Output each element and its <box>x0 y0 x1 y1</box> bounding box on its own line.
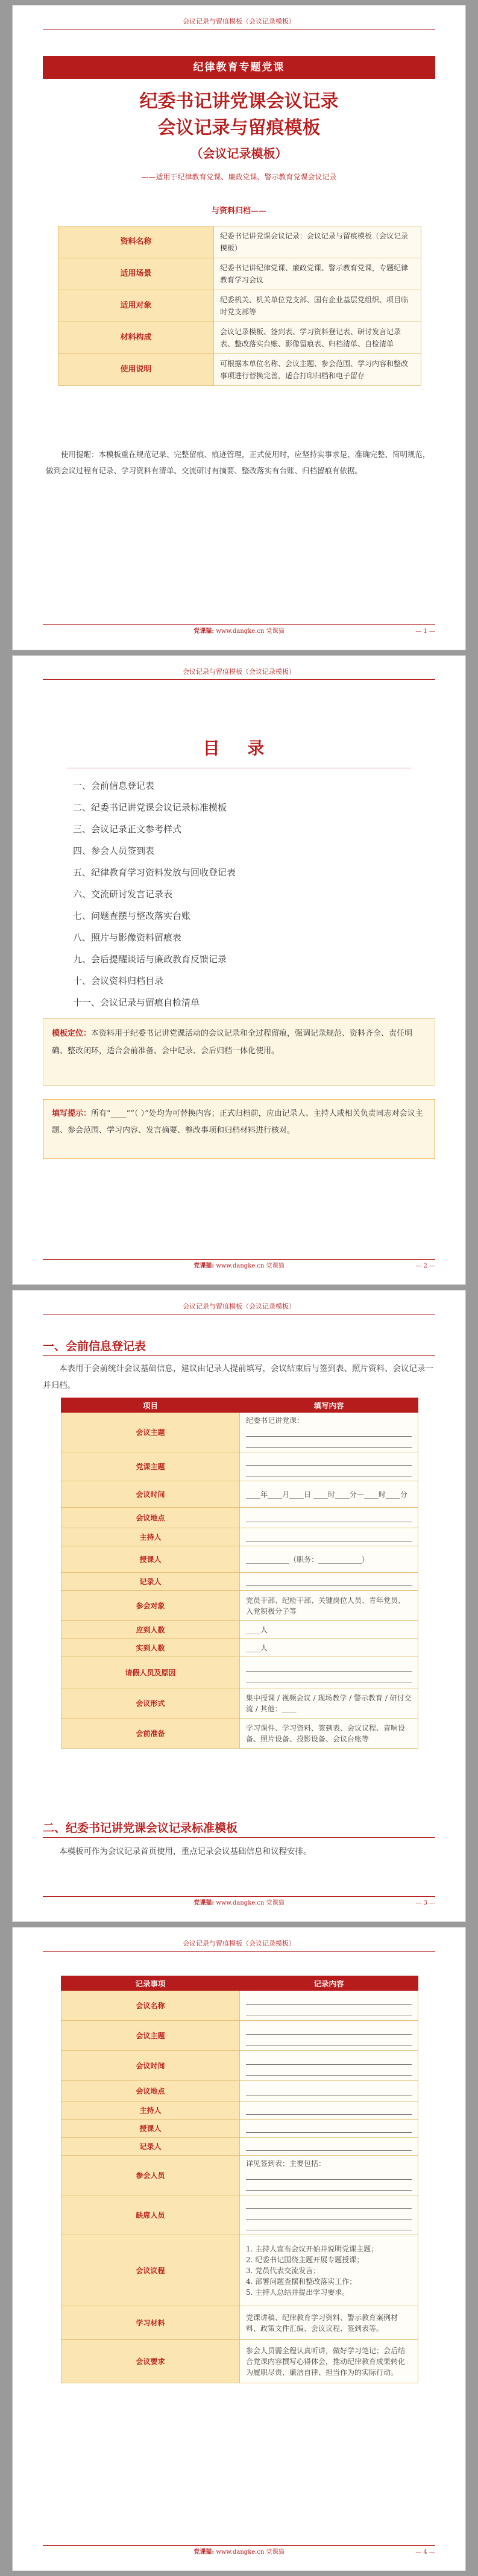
field-text: ____人 <box>246 1643 268 1652</box>
table-row <box>61 1621 418 1639</box>
toc-item[interactable]: 九、会后提醒谈话与廉政教育反馈记录 <box>73 954 227 965</box>
field-value[interactable] <box>240 2156 418 2195</box>
meta-row <box>58 226 421 258</box>
field-value[interactable] <box>240 1528 418 1546</box>
field-value[interactable] <box>240 1481 418 1508</box>
field-text: 党员干部、纪检干部、关键岗位人员、青年党员、入党积极分子等 <box>246 1596 406 1616</box>
field-value[interactable] <box>240 2306 418 2340</box>
section-divider <box>43 1355 435 1356</box>
fill-line <box>246 2182 412 2191</box>
fill-line <box>246 2106 412 2115</box>
meta-key: 适用场景 <box>58 258 214 290</box>
field-value[interactable] <box>240 1546 418 1573</box>
fill-line <box>246 2056 412 2065</box>
meta-row <box>58 322 421 354</box>
box-label: 填写提示： <box>52 1109 92 1118</box>
footer-site: 党课猫: www.dangke.cn 党课猫 <box>193 2549 285 2556</box>
table-row <box>61 1657 418 1688</box>
field-label: 记录人 <box>61 2138 240 2156</box>
field-label: 请假人员及原因 <box>61 1657 240 1688</box>
meta-key: 资料名称 <box>58 226 214 258</box>
field-label: 会议形式 <box>61 1688 240 1719</box>
fill-line <box>246 1513 412 1522</box>
field-text: ____________（职务：____________） <box>246 1555 370 1564</box>
toc-item[interactable]: 六、交流研讨发言记录表 <box>73 889 173 900</box>
toc-item[interactable]: 五、纪律教育学习资料发放与回收登记表 <box>73 867 236 878</box>
page-4 <box>12 1927 466 2571</box>
field-value[interactable] <box>240 1413 418 1452</box>
toc-list <box>73 775 429 1013</box>
table-row <box>61 1508 418 1528</box>
field-text: 详见签到表；主要包括： <box>246 2159 326 2168</box>
table-row <box>61 1546 418 1573</box>
table-row <box>61 1481 418 1508</box>
toc-item[interactable]: 四、参会人员签到表 <box>73 845 155 856</box>
field-label: 会议时间 <box>61 2051 240 2081</box>
fill-line <box>246 2171 412 2180</box>
meta-key: 使用说明 <box>58 354 214 386</box>
field-value[interactable] <box>240 1719 418 1749</box>
field-label: 会前准备 <box>61 1719 240 1749</box>
table-row <box>61 2021 418 2051</box>
fill-line <box>246 2200 412 2209</box>
field-text: 3. 党员代表交流发言； <box>246 2266 321 2275</box>
usage-note: 使用提醒：本模板重在规范记录、完整留痕、痕迹管理，正式使用时，应坚持实事求是、准确完整、简明规范，做到会议过程有记录、学习资料有清单、交流研讨有摘要、整改落实有台账、归档留痕有依据。 <box>46 450 430 475</box>
table-row <box>61 1528 418 1546</box>
field-label: 授课人 <box>61 1546 240 1573</box>
field-value[interactable] <box>240 2051 418 2081</box>
meeting-record-table <box>61 1976 418 2383</box>
field-label: 会议地点 <box>61 1508 240 1528</box>
page-3 <box>12 1290 466 1922</box>
meta-value: 会议记录模板、签到表、学习资料登记表、研讨发言记录表、整改落实台账、影像留痕表、归档清单、自检清单 <box>214 322 421 354</box>
field-value[interactable] <box>240 2081 418 2102</box>
toc-item[interactable]: 七、问题查摆与整改落实台账 <box>73 910 191 921</box>
section-1-title: 一、会前信息登记表 <box>43 1340 146 1353</box>
table-row <box>61 2138 418 2156</box>
fill-line <box>246 1428 412 1437</box>
fill-line <box>246 1439 412 1448</box>
fill-line <box>246 2006 412 2015</box>
cover-title-line1: 纪委书记讲党课会议记录 <box>139 91 339 112</box>
field-label: 参会人员 <box>61 2156 240 2195</box>
field-text: 学习课件、学习资料、签到表、会议议程、音响设备、照片设备、投影设备、会议台账等 <box>246 1723 406 1743</box>
page-number: — 1 — <box>415 628 435 635</box>
field-label: 党课主题 <box>61 1452 240 1481</box>
field-value[interactable] <box>240 1573 418 1591</box>
field-label: 主持人 <box>61 1528 240 1546</box>
field-text: 4. 部署问题查摆和整改落实工作； <box>246 2277 357 2286</box>
cover-subtitle: ——适用于纪律教育党课、廉政党课、警示教育党课会议记录 <box>141 173 337 181</box>
table-row <box>61 2156 418 2195</box>
field-label: 会议主题 <box>61 1413 240 1452</box>
footer-site: 党课猫: www.dangke.cn 党课猫 <box>193 628 285 635</box>
field-value[interactable] <box>240 1991 418 2021</box>
fill-line <box>246 2142 412 2151</box>
box-text: 本资料用于纪委书记讲党课活动的会议记录和全过程留痕，强调记录规范、资料齐全、责任明确、整改闭环，适合会前准备、会中记录、会后归档一体化使用。 <box>52 1029 413 1056</box>
page-footer <box>43 624 435 639</box>
table-header-cell: 填写内容 <box>240 1398 418 1413</box>
footer-site: 党课猫: www.dangke.cn 党课猫 <box>193 1900 285 1906</box>
table-row <box>61 1719 418 1749</box>
running-header: 会议记录与留痕模板（会议记录模板） <box>43 16 435 30</box>
field-value[interactable] <box>240 2340 418 2383</box>
page-number: — 3 — <box>415 1900 435 1906</box>
cover-title-line3: （会议记录模板） <box>190 146 288 161</box>
page-1 <box>12 5 466 650</box>
meta-row <box>58 258 421 290</box>
section-1-intro: 本表用于会前统计会议基础信息，建议由记录人提前填写，会议结束后与签到表、照片资料、会议记录一并归档。 <box>43 1364 433 1390</box>
meta-table <box>58 226 421 386</box>
cover-title-line2: 会议记录与留痕模板 <box>157 117 321 138</box>
fill-line <box>246 1532 412 1542</box>
fill-line <box>246 1996 412 2005</box>
pre-meeting-info-table <box>61 1398 418 1749</box>
field-value[interactable] <box>240 1452 418 1481</box>
fill-tip-box <box>43 1099 435 1159</box>
page-footer <box>43 2545 435 2560</box>
box-label: 模板定位： <box>52 1029 92 1038</box>
toc-item[interactable]: 十一、会议记录与留痕自检清单 <box>73 997 200 1008</box>
table-row <box>61 1639 418 1657</box>
field-value[interactable] <box>240 1508 418 1528</box>
field-value[interactable] <box>240 2138 418 2156</box>
meta-value: 纪委机关、机关单位党支部、国有企业基层党组织、项目临时党支部等 <box>214 290 421 322</box>
fill-line <box>246 2086 412 2095</box>
field-text: ____人 <box>246 1625 268 1634</box>
field-text: 集中授课 / 视频会议 / 现场教学 / 警示教育 / 研讨交流 / 其他：____ <box>246 1693 412 1713</box>
field-text: 纪委书记讲党课： <box>246 1416 304 1425</box>
field-value[interactable] <box>240 1591 418 1621</box>
fill-line <box>246 1577 412 1586</box>
fill-line <box>246 1663 412 1672</box>
field-label: 记录人 <box>61 1573 240 1591</box>
table-row <box>61 2081 418 2102</box>
field-value[interactable] <box>240 1621 418 1639</box>
page-footer <box>43 1259 435 1274</box>
field-value[interactable] <box>240 1688 418 1719</box>
field-text: 党课讲稿、纪律教育学习资料、警示教育案例材料、政策文件汇编、会议议程、签到表等。 <box>246 2313 398 2333</box>
field-label: 缺席人员 <box>61 2195 240 2235</box>
table-header-cell: 项目 <box>61 1398 240 1413</box>
template-positioning-box <box>43 1018 435 1086</box>
toc-item[interactable]: 二、纪委书记讲党课会议记录标准模板 <box>73 802 227 813</box>
field-label: 会议时间 <box>61 1481 240 1508</box>
section-2-title: 二、纪委书记讲党课会议记录标准模板 <box>43 1822 238 1835</box>
field-text: 1. 主持人宣布会议开始并说明党课主题； <box>246 2244 379 2253</box>
table-header-row <box>61 1398 418 1413</box>
running-header: 会议记录与留痕模板（会议记录模板） <box>43 667 435 680</box>
field-value[interactable] <box>240 1639 418 1657</box>
toc-item[interactable]: 一、会前信息登记表 <box>73 780 155 791</box>
table-row <box>61 2195 418 2235</box>
field-label: 会议主题 <box>61 2021 240 2051</box>
field-value[interactable] <box>240 2021 418 2051</box>
cover-subtitle-2: 与资料归档—— <box>211 207 266 216</box>
field-text: 2. 纪委书记围绕主题开展专题授课； <box>246 2255 364 2264</box>
field-label: 会议地点 <box>61 2081 240 2102</box>
table-row <box>61 2051 418 2081</box>
meta-row <box>58 354 421 386</box>
table-header-cell: 记录事项 <box>61 1976 240 1991</box>
section-divider <box>43 1837 435 1838</box>
section-2-intro: 本模板可作为会议记录首页使用，重点记录会议基础信息和议程安排。 <box>59 1847 312 1856</box>
field-label: 会议名称 <box>61 1991 240 2021</box>
table-row <box>61 2306 418 2340</box>
fill-line <box>246 1673 412 1682</box>
table-row <box>61 2120 418 2138</box>
field-value[interactable] <box>240 2102 418 2120</box>
field-label: 参会对象 <box>61 1591 240 1621</box>
table-row <box>61 1413 418 1452</box>
cover-banner: 纪律教育专题党课 <box>43 56 435 79</box>
page-2 <box>12 655 466 1285</box>
fill-line <box>246 2067 412 2076</box>
table-row <box>61 1688 418 1719</box>
meta-row <box>58 290 421 322</box>
field-label: 学习材料 <box>61 2306 240 2340</box>
table-row <box>61 1991 418 2021</box>
page-number: — 4 — <box>415 2549 435 2556</box>
meta-key: 适用对象 <box>58 290 214 322</box>
field-label: 应到人数 <box>61 1621 240 1639</box>
table-row <box>61 1452 418 1481</box>
toc-item[interactable]: 十、会议资料归档目录 <box>73 975 164 986</box>
field-text: 参会人员需全程认真听讲，做好学习笔记；会后结合党课内容撰写心得体会，推动纪律教育成果转化为履职尽责、廉洁自律、担当作为的实际行动。 <box>246 2346 406 2377</box>
table-header-row <box>61 1976 418 1991</box>
meta-key: 材料构成 <box>58 322 214 354</box>
page-number: — 2 — <box>415 1263 435 1269</box>
field-text: ____年____月____日 ____时____分—____时____分 <box>246 1490 407 1499</box>
field-label: 会议要求 <box>61 2340 240 2383</box>
field-label: 实到人数 <box>61 1639 240 1657</box>
field-label: 授课人 <box>61 2120 240 2138</box>
fill-line <box>246 1457 412 1466</box>
field-value[interactable] <box>240 1657 418 1688</box>
table-row <box>61 2102 418 2120</box>
field-value[interactable] <box>240 2120 418 2138</box>
fill-line <box>246 2026 412 2035</box>
box-text: 所有“____”“（ ）”处均为可替换内容；正式归档前，应由记录人、主持人或相关负责同志对会议主题、参会范围、学习内容、发言摘要、整改事项和归档材料进行核对。 <box>52 1109 423 1135</box>
toc-item[interactable]: 八、照片与影像资料留痕表 <box>73 932 182 943</box>
field-label: 主持人 <box>61 2102 240 2120</box>
fill-line <box>246 2036 412 2046</box>
table-row <box>61 1591 418 1621</box>
page-footer <box>43 1896 435 1911</box>
field-value[interactable] <box>240 2195 418 2235</box>
fill-line <box>246 2124 412 2133</box>
field-value[interactable] <box>240 2235 418 2306</box>
meta-value: 纪委书记讲党课会议记录：会议记录与留痕模板（会议记录模板） <box>214 226 421 258</box>
table-header-cell: 记录内容 <box>240 1976 418 1991</box>
running-header: 会议记录与留痕模板（会议记录模板） <box>43 1301 435 1314</box>
field-text: 5. 主持人总结并提出学习要求。 <box>246 2288 350 2297</box>
fill-line <box>246 2221 412 2230</box>
meta-value: 可根据本单位名称、会议主题、参会范围、学习内容和整改事项进行替换完善，适合打印归档和电子留存 <box>214 354 421 386</box>
field-label: 会议议程 <box>61 2235 240 2306</box>
table-row <box>61 1573 418 1591</box>
footer-site: 党课猫: www.dangke.cn 党课猫 <box>193 1263 285 1269</box>
running-header: 会议记录与留痕模板（会议记录模板） <box>43 1938 435 1952</box>
toc-title: 目 录 <box>203 738 275 758</box>
table-row <box>61 2235 418 2306</box>
toc-item[interactable]: 三、会议记录正文参考样式 <box>73 824 182 835</box>
fill-line <box>246 1467 412 1476</box>
meta-value: 纪委书记讲纪律党课、廉政党课、警示教育党课，专题纪律教育学习会议 <box>214 258 421 290</box>
fill-line <box>246 2210 412 2220</box>
table-row <box>61 2340 418 2383</box>
